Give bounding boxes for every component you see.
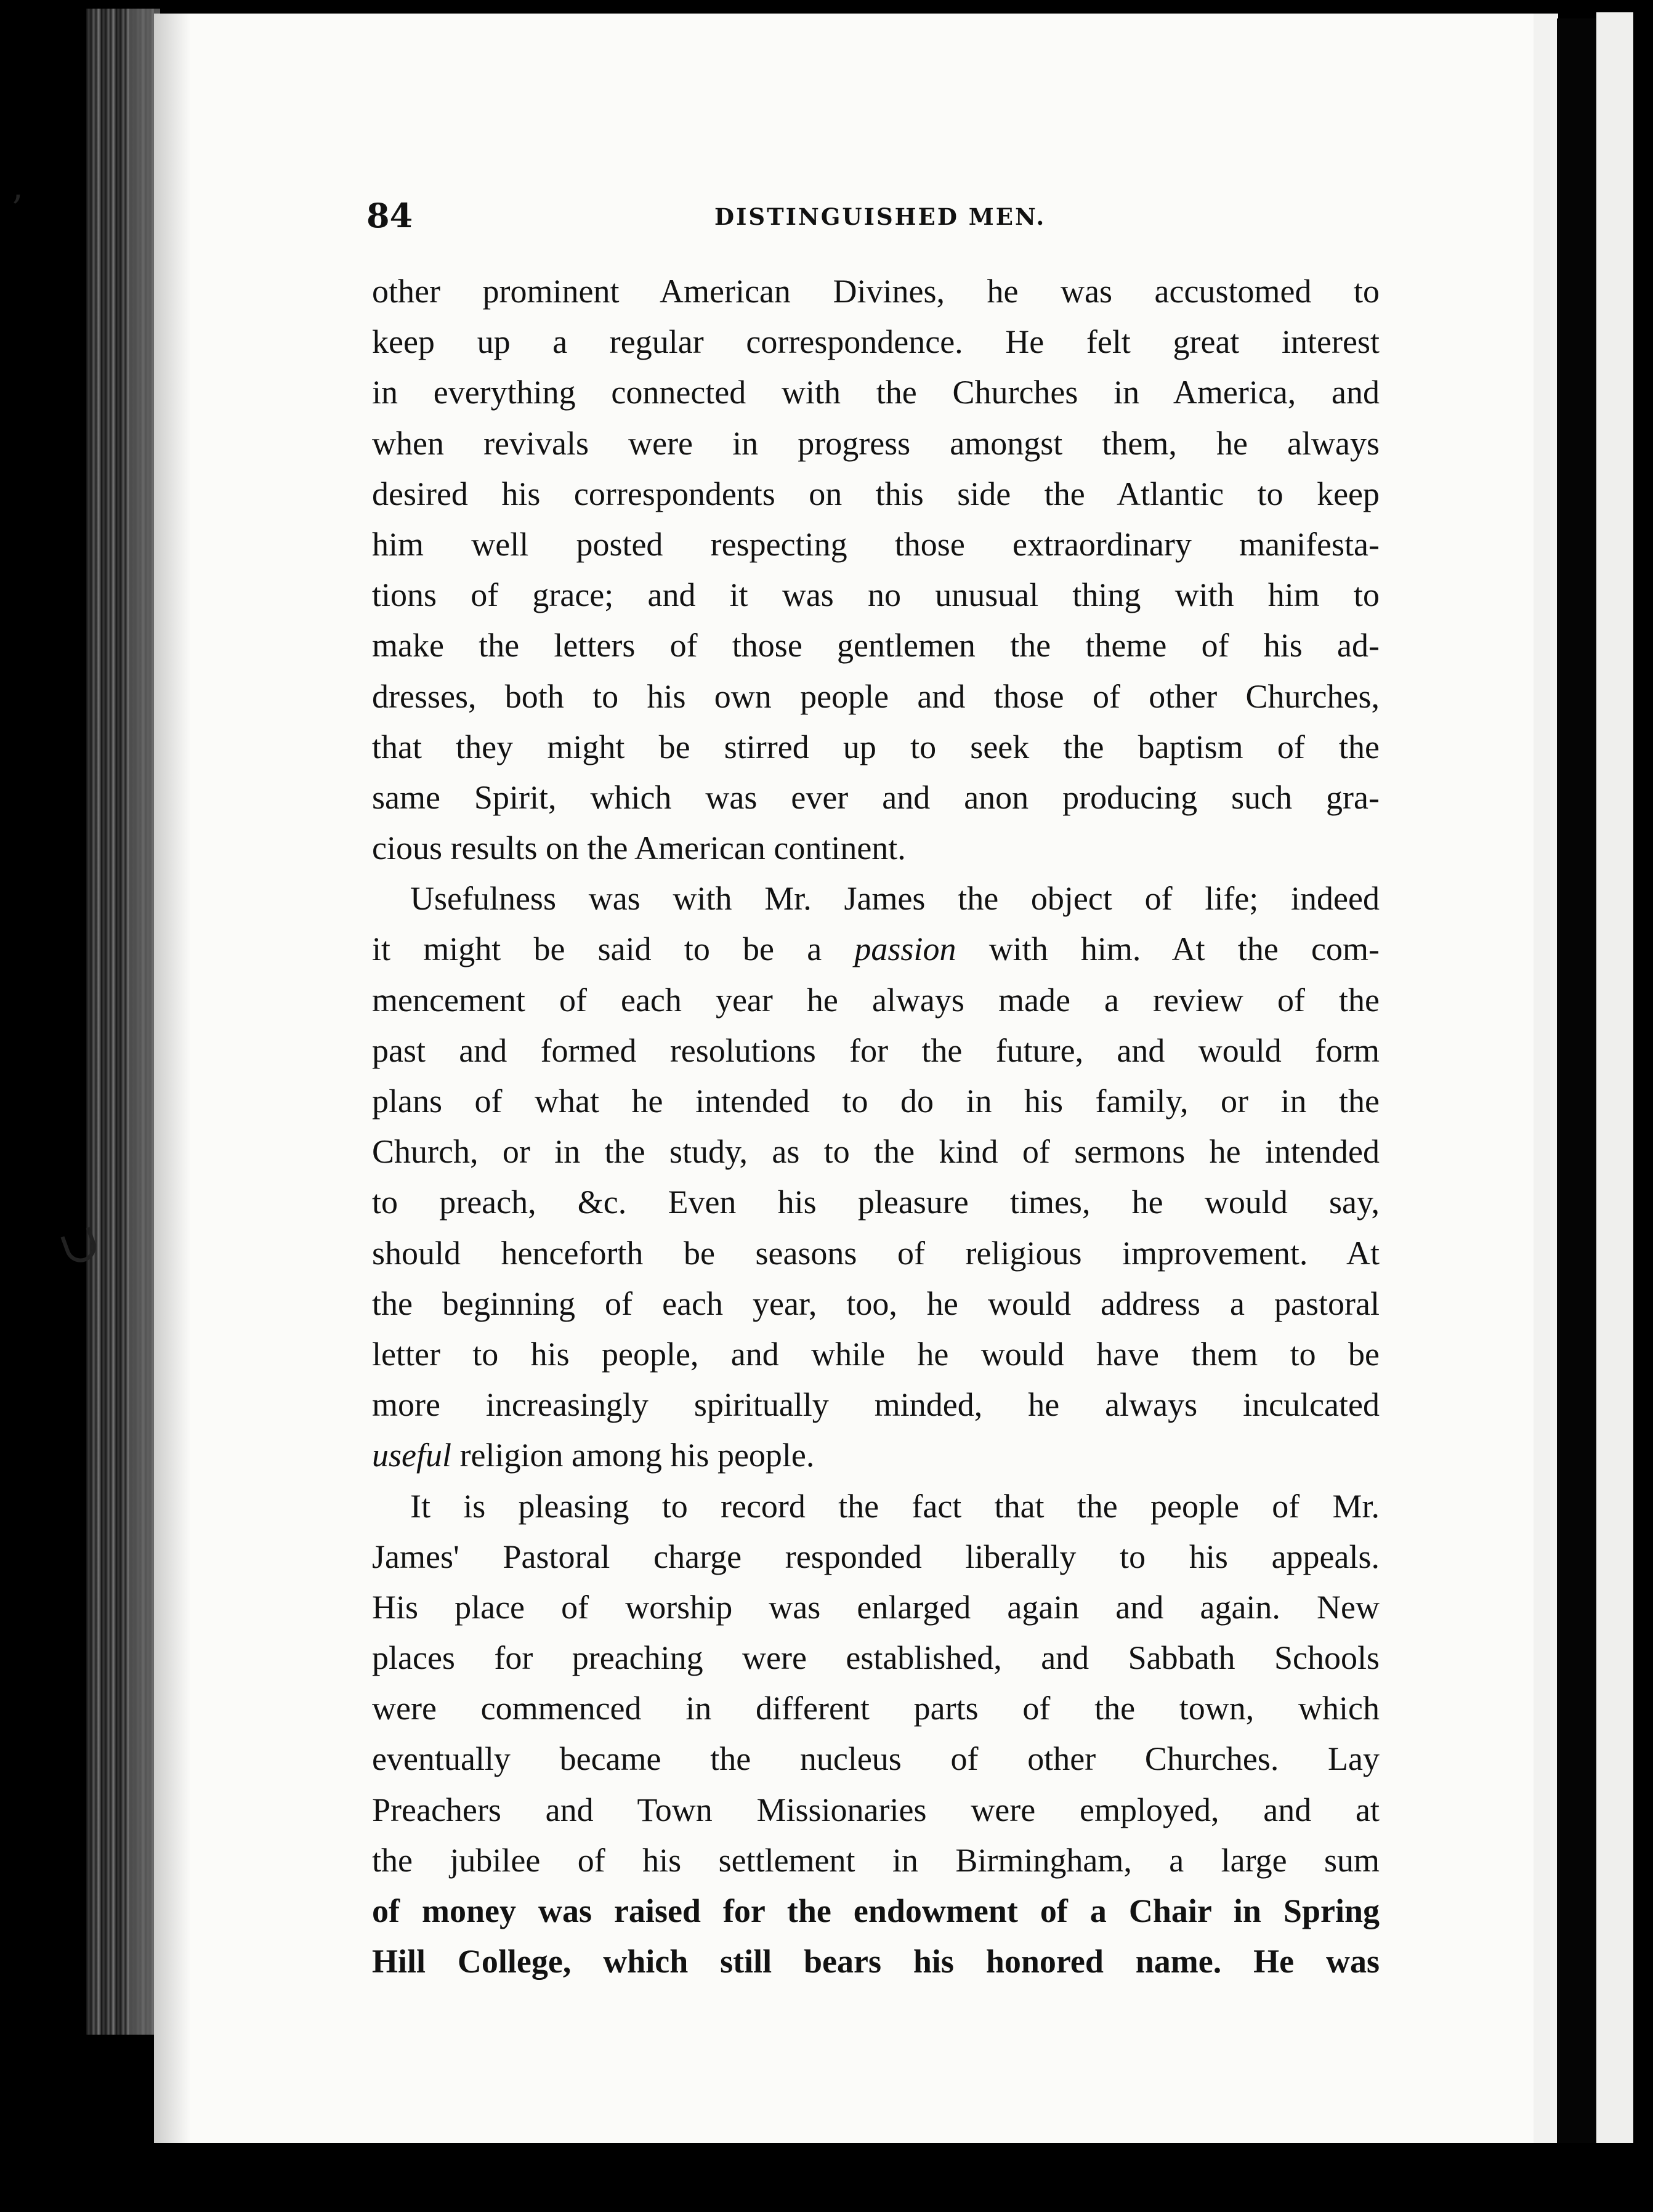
text-line-with-italic xyxy=(372,1430,1380,1480)
text-line: His place of worship was enlarged again and again. New xyxy=(372,1588,1380,1626)
text-line: were commenced in different parts of the town, which xyxy=(372,1690,1380,1727)
scan-bottom-edge xyxy=(154,2143,1644,2212)
text-line: Preachers and Town Missionaries were employed, and at xyxy=(372,1791,1380,1828)
text-line: James' Pastoral charge responded liberally to his appeals. xyxy=(372,1538,1380,1575)
text-line: places for preaching were established, and Sabbath Schools xyxy=(372,1639,1380,1677)
text-line: dresses, both to his own people and those of other Churches, xyxy=(372,677,1380,715)
text-line: more increasingly spiritually minded, he always inculcated xyxy=(372,1386,1380,1424)
page-right-margin xyxy=(1534,14,1558,2150)
text-line: keep up a regular correspondence. He felt great interest xyxy=(372,323,1380,361)
text-span: it might be said to be a xyxy=(372,930,822,968)
text-span: religion among his people. xyxy=(459,1437,815,1474)
text-line: cious results on the American continent. xyxy=(372,830,906,867)
text-line: the jubilee of his settlement in Birmingham, a large sum xyxy=(372,1841,1380,1879)
text-line: letter to his people, and while he would have them to be xyxy=(372,1335,1380,1373)
text-line-with-italic xyxy=(372,924,1380,974)
text-line: other prominent American Divines, he was accustomed to xyxy=(372,273,1380,310)
text-line: should henceforth be seasons of religious improvement. At xyxy=(372,1234,1380,1272)
text-line: same Spirit, which was ever and anon producing such gra- xyxy=(372,778,1380,816)
margin-hook-icon: ∪ xyxy=(51,1211,109,1279)
text-line: Usefulness was with Mr. James the object of life; indeed xyxy=(410,880,1380,918)
page-gutter-shadow xyxy=(154,14,191,2150)
text-line: past and formed resolutions for the future, and would form xyxy=(372,1031,1380,1069)
text-line: the beginning of each year, too, he would address a pastoral xyxy=(372,1285,1380,1322)
page-number: 84 xyxy=(366,196,413,235)
text-line: tions of grace; and it was no unusual thing with him to xyxy=(372,576,1380,614)
text-line: It is pleasing to record the fact that the people of Mr. xyxy=(410,1487,1380,1525)
running-title: DISTINGUISHED MEN. xyxy=(714,203,1046,230)
text-span: with him. At the com- xyxy=(988,930,1380,968)
text-line: to preach, &c. Even his pleasure times, he would say, xyxy=(372,1184,1380,1221)
margin-speck-icon: ’ xyxy=(11,188,23,231)
text-line: of money was raised for the endowment of a Chair in Spring xyxy=(372,1892,1380,1929)
text-line: eventually became the nucleus of other Churches. Lay xyxy=(372,1740,1380,1778)
text-line: that they might be stirred up to seek the baptism of the xyxy=(372,728,1380,765)
text-line: plans of what he intended to do in his family, or in the xyxy=(372,1083,1380,1120)
italic-word: passion xyxy=(854,930,956,968)
text-line: when revivals were in progress amongst them, he always xyxy=(372,424,1380,462)
text-line: Church, or in the study, as to the kind of sermons he intended xyxy=(372,1133,1380,1171)
text-line: Hill College, which still bears his honored name. He was xyxy=(372,1943,1380,1980)
text-line: make the letters of those gentlemen the theme of his ad- xyxy=(372,627,1380,664)
body-text xyxy=(372,266,1380,1987)
text-line: in everything connected with the Churches in America, and xyxy=(372,374,1380,411)
running-head xyxy=(366,196,1383,239)
text-line: him well posted respecting those extraordinary manifesta- xyxy=(372,525,1380,563)
text-line: mencement of each year he always made a review of the xyxy=(372,981,1380,1019)
next-page-edge xyxy=(1596,12,1633,2155)
text-line: desired his correspondents on this side the Atlantic to keep xyxy=(372,475,1380,512)
binding-shadow-bar xyxy=(1557,18,1596,2149)
italic-word: useful xyxy=(372,1437,451,1474)
